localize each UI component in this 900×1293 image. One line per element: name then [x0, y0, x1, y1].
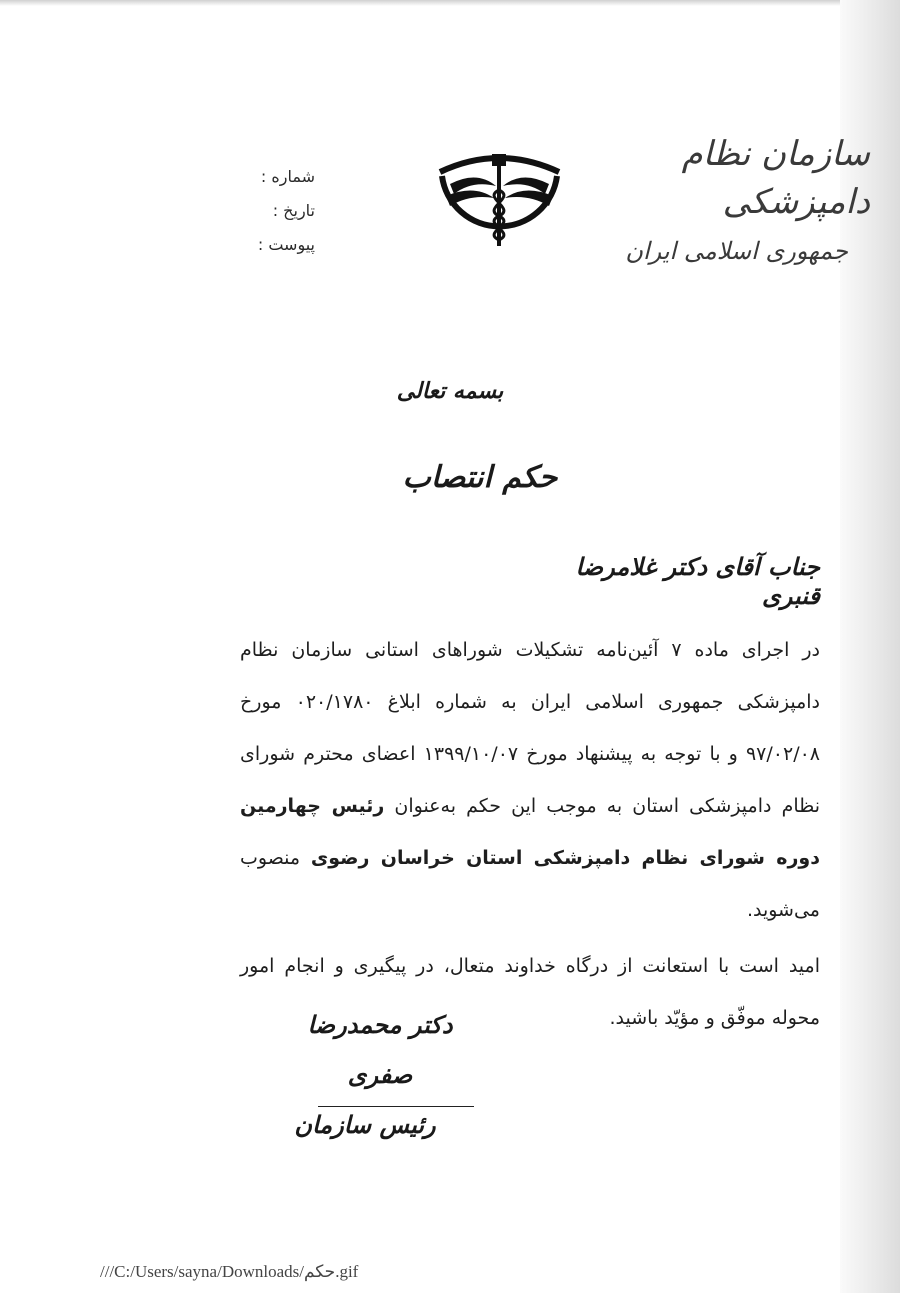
signer-name: دکتر محمدرضا صفری	[307, 1010, 453, 1089]
letter-body	[240, 624, 820, 1044]
invocation: بسمه تعالی	[396, 378, 504, 404]
organization-header	[590, 130, 870, 276]
scan-top-edge	[0, 0, 840, 6]
closing-paragraph: امید است با استعانت از درگاه خداوند متعال، در پیگیری و انجام امور محوله موفّق و مؤیّد باشید.	[240, 955, 820, 1029]
organization-name: سازمان نظام دامپزشکی	[681, 134, 870, 222]
attachment-label: پیوست :	[257, 235, 315, 254]
file-path-footer: ///C:/Users/sayna/Downloads/حکم.gif	[100, 1262, 359, 1281]
signer-title: رئیس سازمان	[294, 1110, 436, 1139]
body-text-part1: در اجرای ماده ۷ آئین‌نامه تشکیلات شوراهای استانی سازمان نظام دامپزشکی جمهوری اسلامی ایران به شماره ابلاغ ۰۲۰/۱۷۸۰ مورخ ۹۷/۰۲/۰۸ و با توجه به پیشنهاد مورخ ۱۳۹۹/۱۰/۰۷ اعضای محترم شورای نظام دامپزشکی استان به موجب این حکم به‌عنوان	[240, 639, 821, 817]
letter-meta	[200, 160, 315, 262]
date-label: تاریخ :	[272, 201, 315, 220]
body-text-part2: منصوب می‌شوید.	[240, 847, 820, 921]
veterinary-organization-logo	[432, 150, 567, 260]
number-label: شماره :	[260, 167, 315, 186]
body-text-appointment: رئیس چهارمین دوره شورای نظام دامپزشکی استان خراسان رضوی	[240, 795, 820, 869]
recipient: جناب آقای دکتر غلامرضا قنبری	[575, 552, 820, 610]
organization-country: جمهوری اسلامی ایران	[625, 237, 848, 265]
signature-block	[290, 1000, 470, 1150]
signature-line	[318, 1106, 474, 1107]
body-paragraph	[240, 624, 820, 936]
letter-heading: حکم انتصاب	[402, 460, 558, 495]
